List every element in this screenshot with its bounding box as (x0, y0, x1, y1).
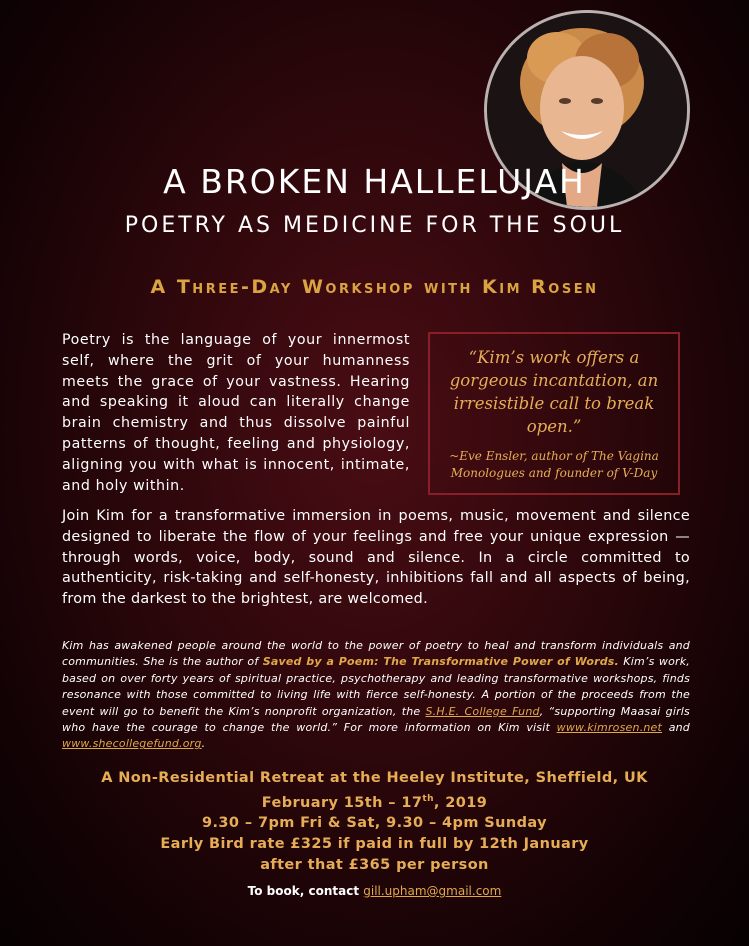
event-dates (0, 789, 749, 814)
bio-paragraph (62, 638, 690, 753)
quote-attribution: ~Eve Ensler, author of The Vagina Monologues and founder of V-Day (449, 449, 659, 480)
standard-rate: after that £365 per person (260, 857, 489, 874)
page-title: A BROKEN HALLELUJAH (163, 162, 586, 201)
contact-label: To book, contact (247, 884, 364, 898)
book-title: Saved by a Poem: The Transformative Power of Words. (262, 655, 619, 669)
event-date-start: February 15th – 17 (261, 794, 423, 811)
contact-email-link[interactable]: gill.upham@gmail.com (363, 884, 502, 898)
bio-end: . (201, 737, 206, 751)
event-venue: A Non-Residential Retreat at the Heeley Institute, Sheffield, UK (101, 770, 648, 786)
kimrosen-link[interactable]: www.kimrosen.net (556, 721, 663, 735)
event-details (0, 768, 749, 876)
quote-text: “Kim’s work offers a gorgeous incantation, an irresistible call to break open.” (449, 348, 659, 436)
workshop-heading: A Three-Day Workshop with Kim Rosen (150, 276, 599, 298)
event-date-year: , 2019 (433, 794, 488, 811)
fund-link[interactable]: S.H.E. College Fund (425, 704, 540, 718)
bio-text-2: Kim’s work, based on over forty years of spiritual practice, psychotherapy and leading transformative workshops, finds resonance with those committed to living life with fierce self-honesty. A portion of the proceeds from the event will go to benefit the Kim’s nonprofit organization, the (62, 655, 690, 718)
contact-line (0, 884, 749, 898)
event-times: 9.30 – 7pm Fri & Sat, 9.30 – 4pm Sunday (202, 815, 547, 832)
bio-text-3: , “supporting Maasai girls who have the courage to change the world.” For more information on Kim visit (62, 704, 690, 735)
bio-text-1: Kim has awakened people around the world to the power of poetry to heal and transform individuals and communities. She is the author of (62, 639, 690, 669)
intro-paragraph: Poetry is the language of your innermost self, where the grit of your humanness meets the grace of your vastness. Hearing and speaking it aloud can literally change brain chemistry and thus dissolve painful patterns of thought, feeling and physiology, aligning you with what is innocent, intimate, and holy within. (62, 332, 410, 494)
quote-box (428, 332, 680, 495)
description-paragraph: Join Kim for a transformative immersion in poems, music, movement and silence designed to liberate the flow of your feelings and free your unique expression — through words, voice, body, sound and silence. In a circle committed to authenticity, risk-taking and self-honesty, inhibitions fall and all aspects of being, from the darkest to the brightest, are welcomed. (62, 508, 690, 608)
shecollegefund-link[interactable]: www.shecollegefund.org (62, 737, 202, 751)
page-subtitle: POETRY AS MEDICINE FOR THE SOUL (124, 213, 625, 238)
event-date-suffix: th (422, 793, 434, 804)
early-bird-rate: Early Bird rate £325 if paid in full by 12th January (160, 836, 589, 853)
bio-and: and (662, 721, 690, 735)
